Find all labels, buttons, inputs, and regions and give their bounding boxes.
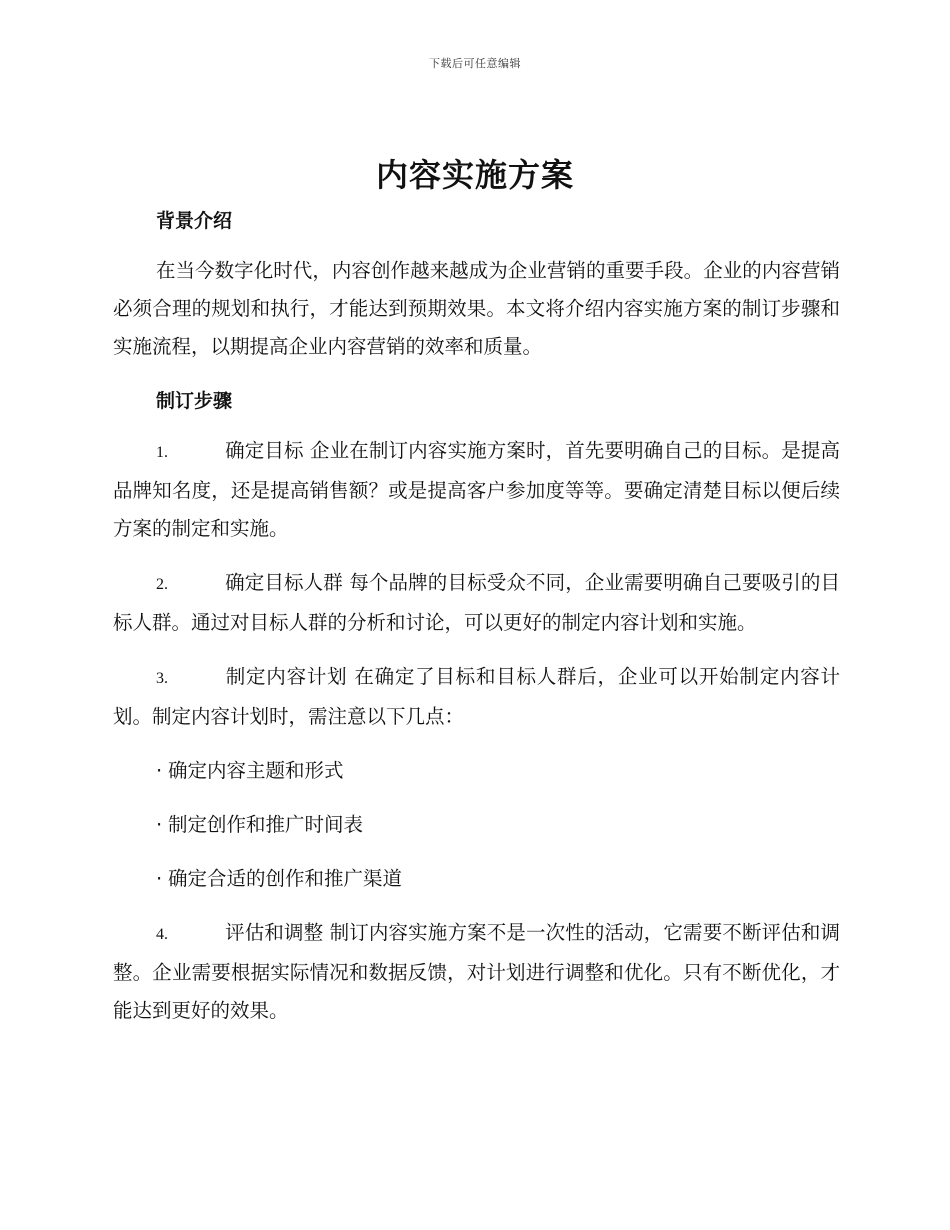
bullet-dot-icon: · — [156, 867, 163, 890]
document-title: 内容实施方案 — [375, 156, 574, 194]
bullet-item — [113, 752, 840, 790]
step-text: 确定目标 企业在制订内容实施方案时，首先要明确自己的目标。是提高品牌知名度，还是提高销售额？或是提高客户参加度等等。要确定清楚目标以便后续方案的制定和实施。 — [113, 439, 840, 540]
step-text: 确定目标人群 每个品牌的目标受众不同，企业需要明确自己要吸引的目标人群。通过对目标人群的分析和讨论，可以更好的制定内容计划和实施。 — [113, 571, 840, 634]
bullet-dot-icon: · — [156, 759, 163, 782]
step-text: 评估和调整 制订内容实施方案不是一次性的活动，它需要不断评估和调整。企业需要根据实际情况和数据反馈，对计划进行调整和优化。只有不断优化，才能达到更好的效果。 — [113, 921, 840, 1022]
document-body — [113, 202, 840, 1046]
bullet-dot-icon: · — [156, 813, 163, 836]
step-text: 制定内容计划 在确定了目标和目标人群后，企业可以开始制定内容计划。制定内容计划时，需注意以下几点： — [113, 665, 840, 728]
bullet-text: 确定合适的创作和推广渠道 — [168, 867, 403, 890]
bullet-text: 确定内容主题和形式 — [168, 759, 344, 782]
step-item-2 — [113, 564, 840, 642]
step-item-4 — [113, 914, 840, 1030]
bullet-item — [113, 806, 840, 844]
bullet-text: 制定创作和推广时间表 — [168, 813, 364, 836]
step-item-1 — [113, 432, 840, 548]
bullet-item — [113, 860, 840, 898]
step-number: 2. — [156, 576, 168, 593]
page-header-note: 下载后可任意编辑 — [429, 57, 521, 70]
section-heading-background: 背景介绍 — [156, 210, 233, 232]
step-number: 1. — [156, 444, 168, 461]
section-heading-steps: 制订步骤 — [156, 390, 233, 412]
step-number: 3. — [156, 670, 168, 687]
step-number: 4. — [156, 926, 168, 943]
background-paragraph: 在当今数字化时代，内容创作越来越成为企业营销的重要手段。企业的内容营销必须合理的规划和执行，才能达到预期效果。本文将介绍内容实施方案的制订步骤和实施流程，以期提高企业内容营销的效率和质量。 — [113, 259, 840, 358]
step-item-3 — [113, 658, 840, 736]
